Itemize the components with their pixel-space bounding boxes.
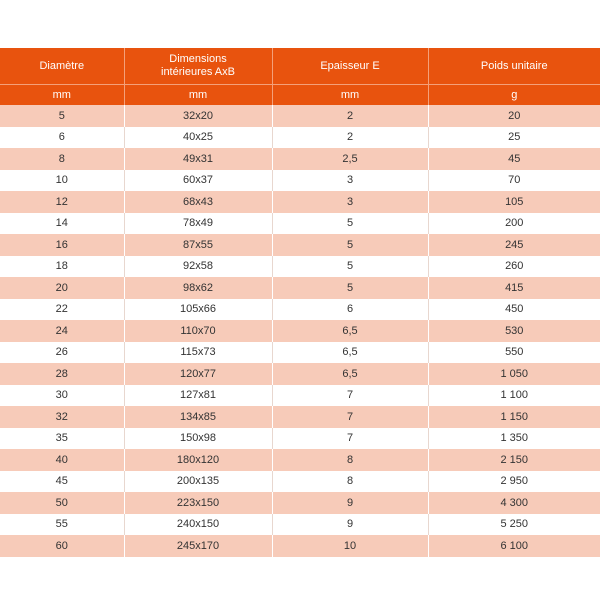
diametre-cell: 24 [0,320,124,342]
dimensions-cell: 98x62 [124,277,272,299]
poids-cell: 1 050 [428,363,600,385]
poids-cell: 20 [428,105,600,127]
diametre-cell: 32 [0,406,124,428]
dimensions-cell: 240x150 [124,514,272,536]
unit-cell: g [428,85,600,106]
table-row [0,105,600,127]
table-row [0,234,600,256]
poids-cell: 2 150 [428,449,600,471]
poids-cell: 6 100 [428,535,600,557]
epaisseur-cell: 6,5 [272,363,428,385]
poids-cell: 1 350 [428,428,600,450]
epaisseur-cell: 9 [272,492,428,514]
table-header [0,48,600,105]
dimensions-cell: 120x77 [124,363,272,385]
epaisseur-cell: 7 [272,428,428,450]
table-row [0,127,600,149]
table-row [0,170,600,192]
poids-cell: 450 [428,299,600,321]
table-row [0,363,600,385]
diametre-cell: 30 [0,385,124,407]
poids-cell: 550 [428,342,600,364]
dimensions-cell: 150x98 [124,428,272,450]
dimensions-cell: 32x20 [124,105,272,127]
epaisseur-cell: 7 [272,385,428,407]
epaisseur-cell: 5 [272,256,428,278]
dimensions-cell: 223x150 [124,492,272,514]
dimensions-cell: 115x73 [124,342,272,364]
diametre-cell: 20 [0,277,124,299]
epaisseur-cell: 7 [272,406,428,428]
table-row [0,148,600,170]
header-label: Dimensions intérieures AxB [161,53,235,78]
poids-cell: 105 [428,191,600,213]
epaisseur-cell: 8 [272,449,428,471]
poids-cell: 200 [428,213,600,235]
epaisseur-cell: 6,5 [272,342,428,364]
spec-table [0,48,600,557]
table-body [0,105,600,557]
poids-cell: 25 [428,127,600,149]
header-epaisseur [272,48,428,85]
diametre-cell: 12 [0,191,124,213]
header-label: Epaisseur E [320,59,380,72]
epaisseur-cell: 6,5 [272,320,428,342]
diametre-cell: 35 [0,428,124,450]
epaisseur-cell: 10 [272,535,428,557]
poids-cell: 530 [428,320,600,342]
spec-table-container [0,48,600,557]
epaisseur-cell: 8 [272,471,428,493]
diametre-cell: 14 [0,213,124,235]
table-row [0,256,600,278]
header-label: Diamètre [39,59,85,72]
dimensions-cell: 68x43 [124,191,272,213]
diametre-cell: 28 [0,363,124,385]
dimensions-cell: 200x135 [124,471,272,493]
epaisseur-cell: 3 [272,170,428,192]
diametre-cell: 55 [0,514,124,536]
dimensions-cell: 110x70 [124,320,272,342]
table-row [0,535,600,557]
table-row [0,299,600,321]
poids-cell: 260 [428,256,600,278]
diametre-cell: 8 [0,148,124,170]
diametre-cell: 50 [0,492,124,514]
poids-cell: 245 [428,234,600,256]
diametre-cell: 18 [0,256,124,278]
table-row [0,514,600,536]
diametre-cell: 16 [0,234,124,256]
table-row [0,342,600,364]
unit-cell: mm [124,85,272,106]
diametre-cell: 40 [0,449,124,471]
epaisseur-cell: 5 [272,213,428,235]
unit-cell: mm [272,85,428,106]
unit-row [0,85,600,106]
dimensions-cell: 92x58 [124,256,272,278]
table-row [0,428,600,450]
diametre-cell: 60 [0,535,124,557]
header-diametre [0,48,124,85]
poids-cell: 415 [428,277,600,299]
epaisseur-cell: 2 [272,127,428,149]
dimensions-cell: 180x120 [124,449,272,471]
dimensions-cell: 78x49 [124,213,272,235]
table-row [0,320,600,342]
epaisseur-cell: 2 [272,105,428,127]
dimensions-cell: 49x31 [124,148,272,170]
diametre-cell: 22 [0,299,124,321]
dimensions-cell: 60x37 [124,170,272,192]
header-poids [428,48,600,85]
epaisseur-cell: 3 [272,191,428,213]
poids-cell: 1 150 [428,406,600,428]
table-row [0,406,600,428]
dimensions-cell: 127x81 [124,385,272,407]
epaisseur-cell: 5 [272,277,428,299]
diametre-cell: 10 [0,170,124,192]
poids-cell: 2 950 [428,471,600,493]
table-row [0,191,600,213]
table-row [0,277,600,299]
dimensions-cell: 105x66 [124,299,272,321]
poids-cell: 4 300 [428,492,600,514]
unit-cell: mm [0,85,124,106]
epaisseur-cell: 2,5 [272,148,428,170]
header-row [0,48,600,85]
diametre-cell: 26 [0,342,124,364]
header-dimensions [124,48,272,85]
poids-cell: 5 250 [428,514,600,536]
table-row [0,449,600,471]
poids-cell: 70 [428,170,600,192]
dimensions-cell: 40x25 [124,127,272,149]
epaisseur-cell: 6 [272,299,428,321]
dimensions-cell: 245x170 [124,535,272,557]
diametre-cell: 5 [0,105,124,127]
dimensions-cell: 87x55 [124,234,272,256]
epaisseur-cell: 9 [272,514,428,536]
dimensions-cell: 134x85 [124,406,272,428]
header-label: Poids unitaire [480,59,548,72]
poids-cell: 45 [428,148,600,170]
table-row [0,213,600,235]
table-row [0,471,600,493]
diametre-cell: 6 [0,127,124,149]
table-row [0,492,600,514]
diametre-cell: 45 [0,471,124,493]
epaisseur-cell: 5 [272,234,428,256]
poids-cell: 1 100 [428,385,600,407]
table-row [0,385,600,407]
